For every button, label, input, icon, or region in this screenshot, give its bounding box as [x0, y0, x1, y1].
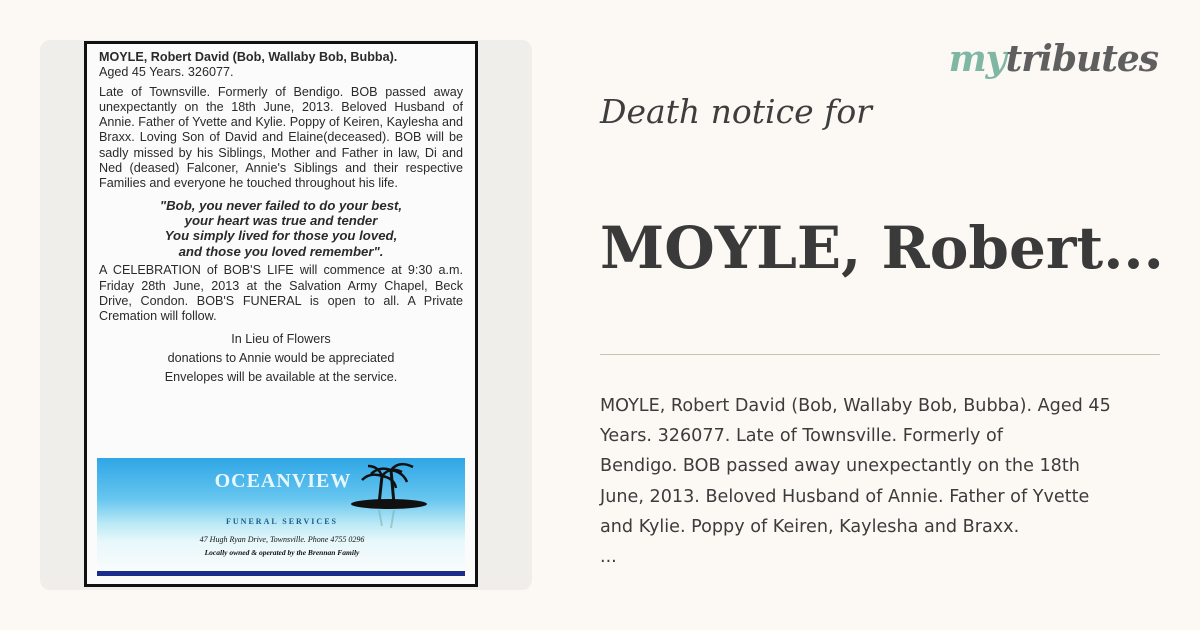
mytributes-logo: mytributes: [948, 38, 1158, 80]
ad-owned: Locally owned & operated by the Brennan Family: [204, 548, 360, 557]
flowers-line: Envelopes will be available at the service.: [164, 370, 398, 385]
notice-flowers: [99, 330, 463, 387]
deceased-name: MOYLE, Robert...: [600, 214, 1164, 282]
excerpt-line: June, 2013. Beloved Husband of Annie. Father of Yvette: [600, 486, 1090, 507]
divider: [600, 354, 1160, 355]
notice-excerpt: [600, 391, 1172, 572]
notice-body: Late of Townsville. Formerly of Bendigo. BOB passed away unexpectantly on the 18th June, 2013. Beloved Husband of Annie. Father of Yvette and Kylie. Poppy of Keiren, Kaylesha and Braxx. Loving Son of David and Elaine(deceased). BOB will be sadly missed by his Siblings, Mother and Father in law, Di and Ned (deased) Falconer, Annie's Siblings and their respective Families and everyone he touched throughout his life.: [99, 84, 463, 191]
excerpt-line: and Kylie. Poppy of Keiren, Kaylesha and Braxx.: [600, 516, 1020, 537]
ad-address: 47 Hugh Ryan Drive, Townsville. Phone 4755 0296: [199, 535, 365, 544]
notice-age: Aged 45 Years. 326077.: [99, 65, 234, 80]
notice-verse: [99, 198, 463, 260]
ad-bottom-bar: [97, 571, 465, 576]
verse-line: your heart was true and tender: [184, 213, 378, 229]
flowers-line: In Lieu of Flowers: [231, 332, 331, 347]
notice-celebration: A CELEBRATION of BOB'S LIFE will commence at 9:30 a.m. Friday 28th June, 2013 at the Salvation Army Chapel, Beck Drive, Condon. BOB'S FUNERAL is open to all. A Private Cremation will follow.: [99, 263, 463, 324]
verse-line: and those you loved remember".: [178, 243, 384, 259]
verse-line: You simply lived for those you loved,: [164, 228, 398, 244]
palm-island-icon: [349, 462, 439, 532]
ad-brand: OCEANVIEW: [214, 470, 352, 492]
excerpt-line: Years. 326077. Late of Townsville. Formerly of: [600, 426, 1003, 447]
notice-heading: MOYLE, Robert David (Bob, Wallaby Bob, Bubba).: [99, 50, 398, 64]
verse-line: "Bob, you never failed to do your best,: [159, 197, 403, 213]
excerpt-line: MOYLE, Robert David (Bob, Wallaby Bob, Bubba). Aged 45: [600, 396, 1111, 416]
excerpt-line: Bendigo. BOB passed away unexpectantly on the 18th: [600, 456, 1080, 477]
notice-image-card: [40, 40, 532, 590]
ad-subtitle: FUNERAL SERVICES: [226, 517, 338, 526]
flowers-line: donations to Annie would be appreciated: [167, 351, 395, 366]
headline: Death notice for: [600, 92, 872, 131]
funeral-home-ad: [97, 458, 465, 576]
death-notice-clipping: [84, 41, 478, 587]
excerpt-line: ...: [600, 547, 617, 568]
